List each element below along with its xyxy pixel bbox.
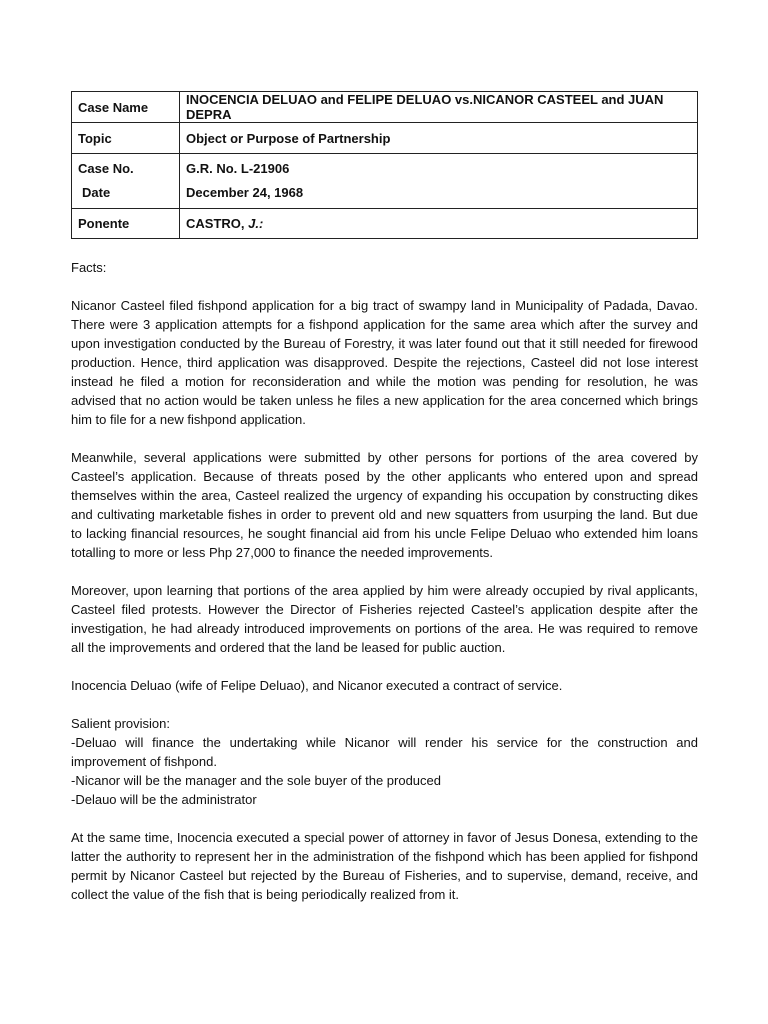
case-name-value: INOCENCIA DELUAO and FELIPE DELUAO vs.NICANOR CASTEEL and JUAN DEPRA [180, 92, 698, 123]
table-row-ponente [72, 209, 698, 239]
paragraph-1: Nicanor Casteel filed fishpond application for a big tract of swampy land in Municipality of Padada, Davao. There were 3 application attempts for a fishpond application for the same area which after the survey and upon investigation conducted by the Bureau of Forestry, it was later found out that it still needed for firewood production. Hence, third application was disapproved. Despite the rejections, Casteel did not lose interest instead he filed a motion for reconsideration and while the motion was pending for resolution, he was advised that no action would be taken unless he files a new application for the area concerned which brings him to file for a new fishpond application. [71, 298, 698, 427]
provision-3: -Delauo will be the administrator [71, 792, 257, 807]
case-body [71, 258, 698, 923]
paragraph-2: Meanwhile, several applications were submitted by other persons for portions of the area covered by Casteel’s application. Because of threats posed by the other applicants who entered upon and spread themselves within the area, Casteel realized the urgency of expanding his occupation by constructing dikes and cultivating marketable fishes in order to prevent old and new squatters from usurping the land. But due to lacking financial resources, he sought financial aid from his uncle Felipe Deluao who extended him loans totalling to more or less Php 27,000 to finance the needed improvements. [71, 450, 698, 560]
paragraph-4: Inocencia Deluao (wife of Felipe Deluao), and Nicanor executed a contract of service. [71, 678, 563, 693]
salient-provisions [71, 714, 698, 809]
facts-heading: Facts: [71, 260, 107, 275]
date-label: Date [82, 185, 111, 200]
provision-1: -Deluao will finance the undertaking while Nicanor will render his service for the construction and improvement of fishpond. [71, 735, 698, 769]
ponente-title: J.: [244, 216, 264, 231]
case-name-label: Case Name [72, 92, 180, 123]
date-value: December 24, 1968 [186, 185, 304, 200]
salient-heading: Salient provision: [71, 716, 170, 731]
final-paragraph: At the same time, Inocencia executed a special power of attorney in favor of Jesus Donesa, extending to the latter the authority to represent her in the administration of the fishpond which has been applied for fishpond permit by Nicanor Casteel but rejected by the Bureau of Fisheries, and to supervise, demand, receive, and collect the value of the fish that is being periodically realized from it. [71, 830, 698, 902]
case-no-date-values [180, 154, 698, 209]
table-row-case-name [72, 92, 698, 123]
case-no-value: G.R. No. L-21906 [186, 161, 290, 176]
topic-label: Topic [72, 123, 180, 154]
case-no-date-labels [72, 154, 180, 209]
paragraph-3: Moreover, upon learning that portions of the area applied by him were already occupied by rival applicants, Casteel filed protests. However the Director of Fisheries rejected Casteel’s application despite after the investigation, he had already introduced improvements on portions of the area. He was required to remove all the improvements and ordered that the land be leased for public auction. [71, 583, 698, 655]
ponente-name: CASTRO, [186, 216, 245, 231]
provision-2: -Nicanor will be the manager and the sole buyer of the produced [71, 773, 441, 788]
table-row-case-no-date [72, 154, 698, 209]
table-row-topic [72, 123, 698, 154]
case-summary-table [71, 91, 698, 239]
case-no-label: Case No. [78, 161, 134, 176]
ponente-label: Ponente [72, 209, 180, 239]
ponente-value [180, 209, 698, 239]
topic-value: Object or Purpose of Partnership [180, 123, 698, 154]
